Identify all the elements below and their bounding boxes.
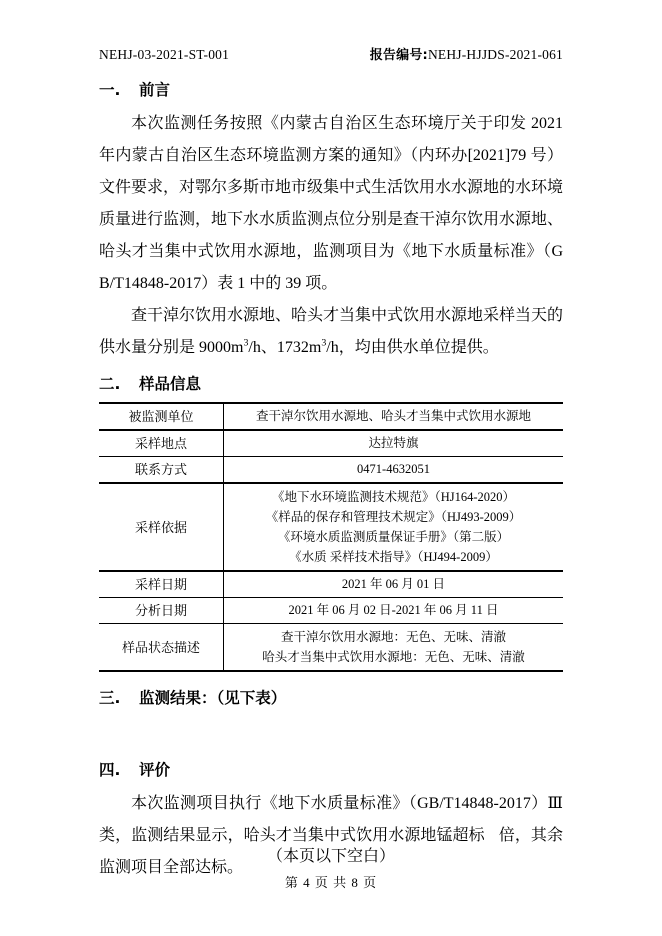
table-row bbox=[99, 403, 563, 430]
section-two-number: 二. bbox=[99, 375, 121, 393]
page-number: 第 4 页 共 8 页 bbox=[284, 875, 378, 890]
row-label: 采样依据 bbox=[99, 483, 224, 571]
section-four-number: 四. bbox=[99, 761, 121, 779]
value-line: 《地下水环境监测技术规范》（HJ164-2020） bbox=[271, 490, 516, 504]
row-value bbox=[224, 457, 564, 484]
supply-text-a: 查干淖尔饮用水源地、哈头才当集中式饮用水源地采样当天的供水量分别是 9000m bbox=[99, 307, 564, 356]
document-header bbox=[99, 44, 563, 63]
report-number-label: 报告编号: bbox=[369, 48, 428, 63]
row-value bbox=[224, 571, 564, 598]
table-row bbox=[99, 598, 563, 624]
row-label: 分析日期 bbox=[99, 598, 224, 624]
value-line: 0471-4632051 bbox=[357, 462, 430, 476]
row-label: 样品状态描述 bbox=[99, 624, 224, 672]
value-line: 《环境水质监测质量保证手册》（第二版） bbox=[277, 530, 510, 544]
table-row bbox=[99, 457, 563, 484]
section-heading-one bbox=[99, 78, 563, 100]
table-row bbox=[99, 624, 563, 672]
report-number bbox=[370, 44, 563, 63]
evaluation-text-b: 倍，其余监测项目全部达标。 bbox=[99, 827, 563, 876]
table-row bbox=[99, 430, 563, 457]
section-four-title: 评价 bbox=[139, 761, 171, 779]
row-value bbox=[224, 430, 564, 457]
supply-text-c: /h，均由供水单位提供。 bbox=[326, 339, 499, 356]
row-label: 被监测单位 bbox=[99, 403, 224, 430]
section-one-number: 一. bbox=[99, 81, 121, 99]
table-row bbox=[99, 571, 563, 598]
value-line: 哈头才当集中式饮用水源地：无色、无味、清澈 bbox=[262, 650, 525, 664]
row-value bbox=[224, 624, 564, 672]
section-two-title: 样品信息 bbox=[139, 375, 202, 393]
cubic-superscript-2: 3 bbox=[321, 337, 327, 349]
row-value bbox=[224, 403, 564, 430]
section-one-paragraph-2 bbox=[99, 300, 563, 364]
section-heading-two bbox=[99, 372, 563, 394]
row-label: 采样日期 bbox=[99, 571, 224, 598]
value-line: 查干淖尔饮用水源地：无色、无味、清澈 bbox=[280, 630, 506, 644]
section-heading-four bbox=[99, 758, 563, 780]
blank-page-note: （本页以下空白） bbox=[266, 848, 395, 865]
section-three-number: 三. bbox=[99, 689, 121, 707]
value-line: 查干淖尔饮用水源地、哈头才当集中式饮用水源地 bbox=[255, 409, 531, 423]
section-four-paragraph bbox=[99, 788, 563, 884]
table-row bbox=[99, 483, 563, 571]
value-line: 2021 年 06 月 01 日 bbox=[341, 577, 446, 591]
evaluation-text-a: 本次监测项目执行《地下水质量标准》（GB/T14848-2017）Ⅲ类，监测结果显示，哈头才当集中式饮用水源地锰超标 bbox=[99, 795, 563, 844]
row-value bbox=[224, 483, 564, 571]
sample-info-table bbox=[99, 402, 563, 672]
row-label: 采样地点 bbox=[99, 430, 224, 457]
report-number-value: NEHJ-HJJDS-2021-061 bbox=[427, 47, 563, 62]
section-heading-three bbox=[99, 686, 563, 708]
document-code: NEHJ-03-2021-ST-001 bbox=[99, 47, 230, 62]
section-three-title: 监测结果：（见下表） bbox=[139, 689, 287, 707]
value-line: 2021 年 06 月 02 日-2021 年 06 月 11 日 bbox=[288, 603, 499, 617]
cubic-superscript-1: 3 bbox=[243, 337, 249, 349]
row-label: 联系方式 bbox=[99, 457, 224, 484]
value-line: 《水质 采样技术指导》（HJ494-2009） bbox=[289, 550, 498, 564]
value-line: 达拉特旗 bbox=[368, 436, 419, 450]
section-one-title: 前言 bbox=[139, 81, 171, 99]
row-value bbox=[224, 598, 564, 624]
document-body bbox=[99, 78, 563, 884]
supply-text-b: /h、1732m bbox=[248, 339, 322, 356]
section-one-paragraph-1: 本次监测任务按照《内蒙古自治区生态环境厅关于印发 2021 年内蒙古自治区生态环境监测方案的通知》（内环办[2021]79 号）文件要求，对鄂尔多斯市地市级集中式生活饮用水水源地的水环境质量进行监测，地下水水质监测点位分别是查干淖尔饮用水源地、哈头才当集中式饮用水源地，监测项目为《地下水质量标准》（GB/T14848-2017）表 1 中的 39 项。 bbox=[99, 115, 564, 292]
value-line: 《样品的保存和管理技术规定》（HJ493-2009） bbox=[265, 510, 522, 524]
